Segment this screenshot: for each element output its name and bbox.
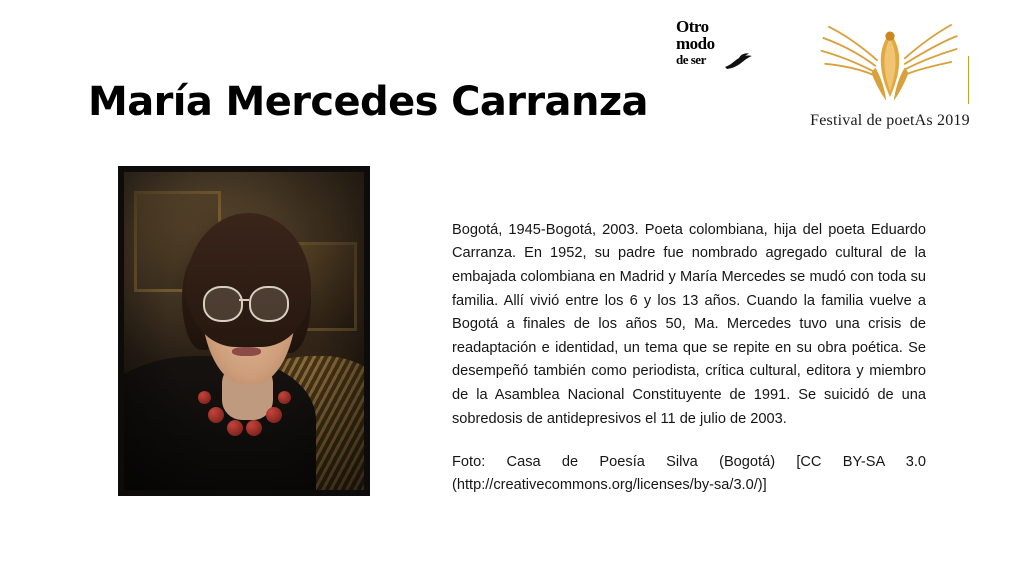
otro-modo-wordmark xyxy=(676,18,715,66)
portrait-photo xyxy=(118,166,370,496)
photo-credit-text: Foto: Casa de Poesía Silva (Bogotá) [CC BY-SA 3.0 (http://creativecommons.org/licenses/by-sa/3.0/)] xyxy=(452,453,926,494)
phoenix-bird-icon xyxy=(816,14,964,110)
portrait-vignette xyxy=(124,172,364,490)
festival-divider xyxy=(968,56,969,104)
otro-modo-line-3: de ser xyxy=(676,51,706,67)
festival-label: Festival de poetAs 2019 xyxy=(810,112,970,129)
otro-modo-line-2: modo xyxy=(676,34,715,54)
bird-icon xyxy=(724,52,754,72)
otro-modo-line-1: Otro xyxy=(676,17,709,36)
biography-text: Bogotá, 1945-Bogotá, 2003. Poeta colombiana, hija del poeta Eduardo Carranza. En 1952, su padre fue nombrado agregado cultural de la embajada colombiana en Madrid y María Mercedes se mudó con toda su familia. Allí vivió entre los 6 y los 13 años. Cuando la familia vuelve a Bogotá a finales de los años 50, Ma. Mercedes tuvo una crisis de readaptación e identidad, un tema que se repite en su obra poética. Se desempeñó también como periodista, crítica cultural, editora y miembro de la Asamblea Nacional Constituyente de 1991. Se suicidó de una sobredosis de antidepresivos el 11 de julio de 2003. xyxy=(452,221,926,427)
otro-modo-de-ser-logo xyxy=(672,16,756,76)
page-title: María Mercedes Carranza xyxy=(88,78,648,125)
festival-logo xyxy=(790,14,990,136)
portrait-image xyxy=(124,172,364,490)
